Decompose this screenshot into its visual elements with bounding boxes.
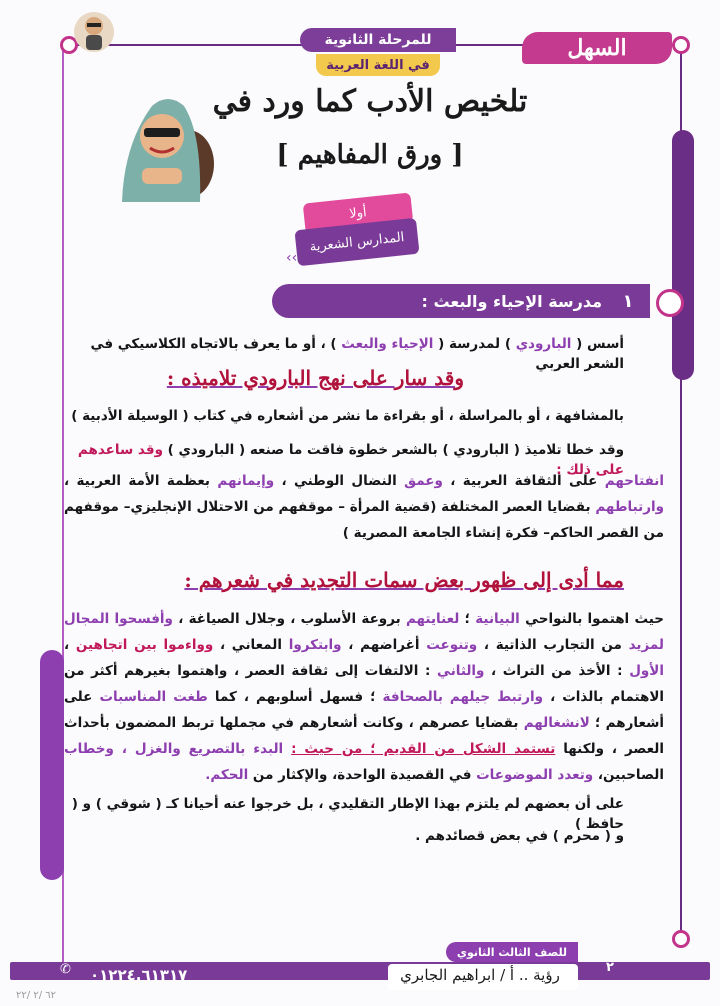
text-run-highlight: الأول: [629, 663, 664, 679]
text-run-highlight: وقد ساعدهم على ذلك :: [77, 442, 624, 478]
text-run-highlight: وإيمانهم: [217, 473, 275, 489]
phone-icon: ✆: [60, 962, 71, 977]
ring-ornament: [672, 36, 690, 54]
footer-small-code: ٦٢ /٢ /٢٢: [16, 990, 56, 1001]
text-run: الصاحبين،: [593, 767, 664, 783]
side-decor-bar-right: [672, 130, 694, 380]
text-run-highlight: وأفسحوا المجال لمزيد: [64, 611, 664, 653]
text-run: بقضايا العصر المختلفة (قضية المرأة – موقفهم من الاحتلال الإنجليزي– موقفهم من القصر الحاكم– فكرة إنشاء الجامعة المصرية ): [64, 499, 664, 541]
text-run: من التجارب الذاتية ،: [477, 637, 629, 653]
heading-renewal: مما أدى إلى ظهور بعض سمات التجديد في شعرهم :: [184, 568, 624, 592]
subject-label: في اللغة العربية: [316, 54, 440, 76]
text-run: بعظمة الأمة العربية ،: [64, 473, 218, 489]
text-run: على أشعارهم ؛: [64, 689, 664, 731]
text-run-highlight: والثاني: [437, 663, 485, 679]
ring-ornament: [672, 930, 690, 948]
text-run-highlight: وتعدد الموضوعات: [476, 767, 594, 783]
section-title: مدرسة الإحياء والبعث :: [421, 291, 602, 311]
ring-ornament: [656, 289, 684, 317]
text-run-highlight: وارتبط جيلهم بالصحافة: [382, 689, 544, 705]
page-number: ٢: [606, 960, 614, 975]
text-run-highlight: الحكم.: [205, 767, 249, 783]
text-run-highlight: وخطاب: [64, 741, 114, 757]
section-number: ١: [622, 290, 634, 312]
text-run-highlight: وتنوعت: [426, 637, 478, 653]
page-title: تلخيص الأدب كما ورد في: [212, 84, 528, 119]
text-run: ،: [64, 637, 76, 653]
text-run-highlight: البدء بالتصريع والغزل ،: [113, 741, 292, 757]
text-run: ؛ فسهل أسلوبهم ، كما: [207, 689, 383, 705]
footer-author: رؤية .. أ / ابراهيم الجابري: [400, 966, 560, 984]
text-run: ) لمدرسة (: [433, 336, 516, 352]
text-run: حيث اهتموا بالنواحي: [519, 611, 664, 627]
text-run: : الأخذ من التراث ،: [484, 663, 630, 679]
side-decor-bar-left: [40, 650, 64, 880]
text-run-highlight: وعمق: [404, 473, 443, 489]
text-run: ) ، أو ما يعرف بالاتجاه الكلاسيكي في الشعر العربي: [90, 336, 624, 372]
text-run: بروعة الأسلوب ، وجلال الصياغة ،: [172, 611, 406, 627]
text-run-highlight: طغت المناسبات: [99, 689, 208, 705]
text-run: المعاني ،: [213, 637, 289, 653]
paragraph-features: [64, 606, 664, 788]
footer-grade-label: للصف الثالث الثانوي: [446, 942, 578, 962]
text-run: أسس (: [571, 336, 624, 352]
text-run-highlight: وابتكروا: [288, 637, 342, 653]
badge-first: أولا: [303, 192, 414, 233]
text-run-highlight: انفتاحهم: [604, 473, 664, 489]
text-run-highlight: تستمد الشكل من القديم ؛ من حيث :: [291, 741, 556, 757]
text-run: على الثقافة العربية ،: [442, 473, 605, 489]
text-run: ؛: [459, 611, 476, 627]
text-run-highlight: لانشغالهم: [523, 715, 590, 731]
text-run-highlight: البيانية: [475, 611, 520, 627]
text-run: : الالتفات إلى ثقافة العصر ، واهتموا بغيرهم أكثر من الاهتمام بالذات ،: [64, 663, 665, 705]
heading-followers: وقد سار على نهج البارودي تلاميذه :: [166, 366, 464, 390]
arrow-icon: ‹‹: [286, 250, 298, 266]
text-run-highlight: وارتباطهم: [595, 499, 664, 515]
text-run: أغراضهم ،: [341, 637, 427, 653]
badge-topic: المدارس الشعرية: [294, 218, 419, 267]
text-run: النضال الوطني ،: [274, 473, 405, 489]
paragraph-transmission: بالمشافهة ، أو بالمراسلة ، أو بقراءة ما نشر من أشعاره في كتاب ( الوسيلة الأدبية ): [71, 408, 624, 424]
footer-phone: ٠١٢٢٤.٦١٣١٧: [90, 966, 188, 984]
closing-line-1: على أن بعضهم لم يلتزم بهذا الإطار التقليدي ، بل خرجوا عنه أحيانا كـ ( شوقي ) و ( حافظ ): [71, 796, 624, 832]
text-run-highlight: الإحياء والبعث: [341, 336, 434, 352]
text-run-highlight: لعنايتهم: [405, 611, 460, 627]
text-run-highlight: البارودي: [515, 336, 572, 352]
text-run-highlight: وواءموا بين اتجاهين: [75, 637, 214, 653]
closing-line-2: و ( محرم ) في بعض قصائدهم .: [415, 828, 624, 844]
brand-logo: السهل: [522, 32, 672, 64]
text-run: في القصيدة الواحدة، والإكثار من: [248, 767, 477, 783]
paragraph-factors: [64, 468, 664, 546]
text-run: بقضايا عصرهم ، وكانت أشعارهم في مجملها تربط المضمون بأحداث العصر ، ولكنها: [64, 715, 664, 757]
page-subtitle: [ ورق المفاهيم ]: [276, 140, 464, 170]
text-run: وقد خطا تلاميذ ( البارودي ) بالشعر خطوة فاقت ما صنعه ( البارودي ): [162, 442, 624, 458]
stage-label: للمرحلة الثانوية: [300, 28, 456, 52]
cartoon-avatar-icon: [74, 12, 114, 52]
